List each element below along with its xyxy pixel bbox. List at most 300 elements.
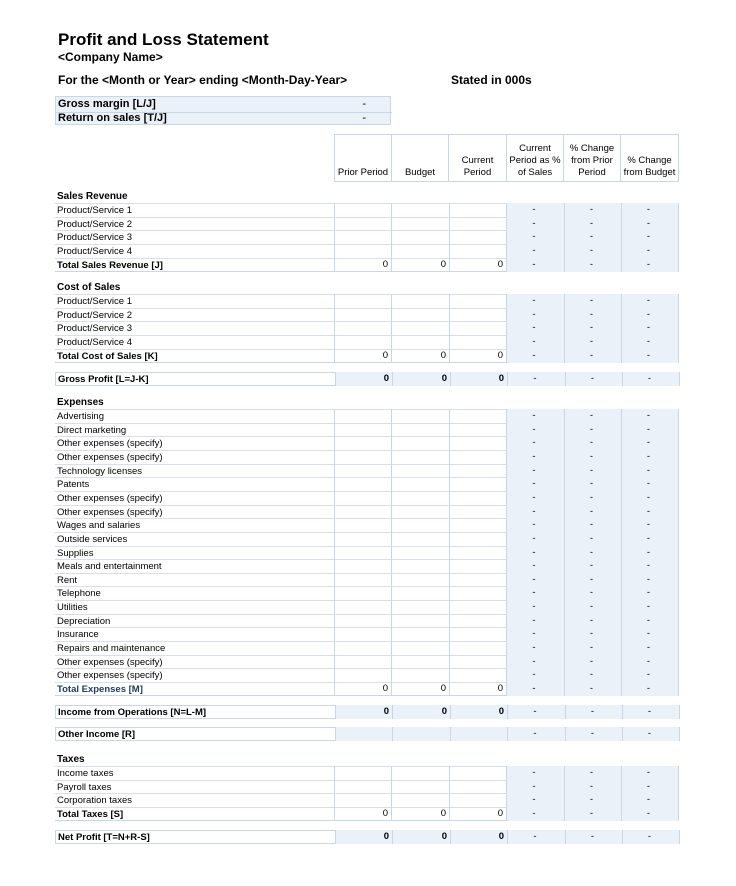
cell-c1[interactable]: 0 <box>335 830 392 844</box>
cell-c5: - <box>564 321 621 335</box>
cell-c1[interactable] <box>334 600 391 614</box>
cell-c3[interactable] <box>449 423 506 437</box>
cell-c2[interactable] <box>391 586 449 600</box>
row-label: Insurance <box>57 629 99 641</box>
cell-c4: - <box>506 335 564 349</box>
cell-c4: - <box>506 244 564 258</box>
row-label: Patents <box>57 479 90 491</box>
cell-c1[interactable]: 0 <box>334 258 391 272</box>
cell-c2[interactable] <box>391 573 449 587</box>
table-row <box>55 203 679 217</box>
cell-c1[interactable] <box>334 491 391 505</box>
cell-c6: - <box>621 655 679 669</box>
gross-margin-label: Gross margin [L/J] <box>58 98 156 110</box>
cell-c6: - <box>621 349 679 363</box>
cell-c6: - <box>621 203 679 217</box>
col-header-pct-sales: Current Period as % of Sales <box>507 134 564 182</box>
page-title: Profit and Loss Statement <box>58 30 269 49</box>
cell-c4: - <box>506 682 564 696</box>
cell-c2[interactable] <box>391 423 449 437</box>
stated-in: Stated in 000s <box>451 73 532 87</box>
cell-c1[interactable] <box>334 614 391 628</box>
col-header-current-period: Current Period <box>449 134 507 182</box>
cell-c4: - <box>506 766 564 780</box>
cell-c5: - <box>564 294 621 308</box>
cell-c2[interactable] <box>391 766 449 780</box>
cell-c2[interactable]: 0 <box>392 830 450 844</box>
cell-c5: - <box>564 600 621 614</box>
cell-c6: - <box>621 409 679 423</box>
return-on-sales-label: Return on sales [T/J] <box>58 112 167 124</box>
table-row <box>55 668 679 682</box>
row-label: Rent <box>57 574 78 586</box>
cell-c3[interactable] <box>449 546 506 560</box>
row-label: Meals and entertainment <box>57 561 162 573</box>
cell-c2[interactable] <box>391 321 449 335</box>
cell-c2[interactable] <box>391 505 449 519</box>
table-row <box>55 793 679 807</box>
cell-c5: - <box>564 655 621 669</box>
cell-c4: - <box>506 294 564 308</box>
cell-c4: - <box>506 600 564 614</box>
cell-c1[interactable] <box>334 464 391 478</box>
cell-c2[interactable] <box>391 532 449 546</box>
row-label: Telephone <box>57 588 101 600</box>
ratio-box <box>55 96 391 125</box>
table-row <box>55 546 679 560</box>
cell-c6: - <box>621 559 679 573</box>
row-label: Income from Operations [N=L-M] <box>58 707 207 718</box>
row-label: Gross Profit [L=J-K] <box>58 374 149 385</box>
row-label: Technology licenses <box>57 465 143 477</box>
cell-c1[interactable]: 0 <box>334 682 391 696</box>
cell-c2[interactable] <box>391 641 449 655</box>
cell-c3[interactable]: 0 <box>449 807 506 821</box>
cell-c1[interactable] <box>334 532 391 546</box>
row-label: Corporation taxes <box>57 795 132 807</box>
cell-c4: - <box>506 586 564 600</box>
cell-c2[interactable] <box>391 203 449 217</box>
cell-c4: - <box>506 321 564 335</box>
cell-c1[interactable] <box>334 559 391 573</box>
cell-c4: - <box>506 349 564 363</box>
cell-c6: - <box>621 244 679 258</box>
cell-c4: - <box>506 546 564 560</box>
cell-c3[interactable]: 0 <box>449 349 506 363</box>
cell-c1[interactable] <box>334 546 391 560</box>
cell-c3[interactable] <box>449 203 506 217</box>
cell-c4: - <box>506 258 564 272</box>
row-label: Other expenses (specify) <box>57 656 163 668</box>
cell-c1[interactable] <box>334 505 391 519</box>
row-label: Total Taxes [S] <box>57 808 124 820</box>
cell-c4: - <box>506 230 564 244</box>
cell-c3[interactable]: 0 <box>449 682 506 696</box>
cell-c1[interactable] <box>334 335 391 349</box>
cell-c1[interactable] <box>334 203 391 217</box>
cell-c3[interactable] <box>449 614 506 628</box>
table-row <box>55 477 679 491</box>
cell-c5: - <box>564 668 621 682</box>
cell-c1[interactable] <box>334 409 391 423</box>
table-row <box>55 450 679 464</box>
cell-c2[interactable] <box>391 793 449 807</box>
period-line: For the <Month or Year> ending <Month-Day-Year> <box>58 73 348 87</box>
cell-c1[interactable] <box>334 230 391 244</box>
cell-c2[interactable] <box>391 518 449 532</box>
cell-c5: - <box>564 230 621 244</box>
cell-c4: - <box>507 727 565 741</box>
table-row <box>55 780 679 794</box>
cell-c3[interactable] <box>449 600 506 614</box>
cell-c2[interactable]: 0 <box>391 682 449 696</box>
table-row <box>55 614 679 628</box>
cell-c5: - <box>565 372 622 386</box>
cell-c2[interactable] <box>391 627 449 641</box>
col-header-budget: Budget <box>392 134 449 182</box>
cell-c3[interactable] <box>449 505 506 519</box>
cell-c3[interactable] <box>449 321 506 335</box>
cell-c5: - <box>565 705 622 719</box>
cell-c5: - <box>564 518 621 532</box>
table-row <box>55 655 679 669</box>
cell-c6: - <box>621 477 679 491</box>
gross-profit-row <box>55 372 679 386</box>
row-label: Product/Service 3 <box>57 232 132 244</box>
cell-c1[interactable] <box>334 655 391 669</box>
sales-section-title: Sales Revenue <box>57 191 128 202</box>
cell-c1[interactable] <box>335 727 392 741</box>
cell-c6: - <box>622 727 680 741</box>
row-label: Outside services <box>57 533 128 545</box>
row-label: Other Income [R] <box>58 729 136 740</box>
table-row <box>55 423 679 437</box>
cell-c3[interactable] <box>449 217 506 231</box>
cell-c4: - <box>506 217 564 231</box>
cell-c1[interactable] <box>334 308 391 322</box>
cell-c3[interactable] <box>449 641 506 655</box>
row-label: Repairs and maintenance <box>57 643 166 655</box>
cell-c1[interactable]: 0 <box>335 705 392 719</box>
cell-c5: - <box>564 641 621 655</box>
cell-c4: - <box>506 491 564 505</box>
cell-c5: - <box>564 308 621 322</box>
cost-section-title: Cost of Sales <box>57 282 121 293</box>
cell-c4: - <box>506 505 564 519</box>
return-on-sales-row <box>56 112 392 126</box>
cell-c2[interactable]: 0 <box>392 705 450 719</box>
cell-c6: - <box>621 423 679 437</box>
cell-c3[interactable] <box>449 766 506 780</box>
row-label: Product/Service 2 <box>57 218 132 230</box>
row-label: Product/Service 4 <box>57 245 132 257</box>
return-on-sales-value[interactable]: - <box>362 112 366 124</box>
cell-c6: - <box>622 830 680 844</box>
expenses-total-row <box>55 682 679 696</box>
cell-c5: - <box>564 573 621 587</box>
col-header-pct-prior: % Change from Prior Period <box>564 134 621 182</box>
cell-c1[interactable] <box>334 518 391 532</box>
table-row <box>55 230 679 244</box>
cell-c6: - <box>621 294 679 308</box>
cell-c5: - <box>564 258 621 272</box>
cell-c5: - <box>564 780 621 794</box>
cell-c6: - <box>621 321 679 335</box>
cell-c5: - <box>564 244 621 258</box>
cell-c1[interactable] <box>334 321 391 335</box>
cell-c3[interactable] <box>449 532 506 546</box>
table-row <box>55 321 679 335</box>
cell-c5: - <box>564 546 621 560</box>
cell-c1[interactable]: 0 <box>334 349 391 363</box>
cell-c2[interactable] <box>391 546 449 560</box>
cell-c3[interactable] <box>449 573 506 587</box>
cell-c3[interactable]: 0 <box>450 705 507 719</box>
cell-c6: - <box>622 705 680 719</box>
cell-c1[interactable]: 0 <box>335 372 392 386</box>
row-label: Product/Service 3 <box>57 323 132 335</box>
cell-c2[interactable] <box>391 308 449 322</box>
cell-c1[interactable] <box>334 573 391 587</box>
income-ops-row <box>55 705 679 719</box>
cell-c3[interactable] <box>449 668 506 682</box>
cell-c4: - <box>506 203 564 217</box>
cell-c1[interactable] <box>334 627 391 641</box>
cell-c3[interactable] <box>449 793 506 807</box>
cell-c3[interactable] <box>449 335 506 349</box>
cell-c1[interactable] <box>334 793 391 807</box>
row-label: Other expenses (specify) <box>57 670 163 682</box>
cell-c3[interactable] <box>449 436 506 450</box>
expenses-section-title: Expenses <box>57 397 104 408</box>
table-row <box>55 627 679 641</box>
cell-c3[interactable] <box>449 655 506 669</box>
cell-c2[interactable] <box>391 655 449 669</box>
cell-c4: - <box>506 627 564 641</box>
cell-c5: - <box>564 614 621 628</box>
table-row <box>55 294 679 308</box>
cell-c4: - <box>506 477 564 491</box>
cell-c6: - <box>621 600 679 614</box>
cell-c2[interactable] <box>391 464 449 478</box>
cell-c1[interactable] <box>334 244 391 258</box>
cell-c5: - <box>564 559 621 573</box>
row-label: Total Sales Revenue [J] <box>57 259 163 271</box>
row-label: Depreciation <box>57 615 111 627</box>
cell-c3[interactable] <box>449 230 506 244</box>
cell-c1[interactable] <box>334 766 391 780</box>
cell-c6: - <box>621 573 679 587</box>
cell-c2[interactable]: 0 <box>392 372 450 386</box>
cell-c1[interactable] <box>334 294 391 308</box>
row-label: Utilities <box>57 602 88 614</box>
row-label: Other expenses (specify) <box>57 451 163 463</box>
cell-c4: - <box>506 807 564 821</box>
cell-c4: - <box>506 464 564 478</box>
cell-c2[interactable] <box>391 244 449 258</box>
cell-c5: - <box>564 505 621 519</box>
cell-c4: - <box>506 641 564 655</box>
cell-c4: - <box>506 436 564 450</box>
cell-c2[interactable] <box>391 436 449 450</box>
row-label: Product/Service 4 <box>57 336 132 348</box>
row-label: Product/Service 2 <box>57 309 132 321</box>
cell-c1[interactable] <box>334 780 391 794</box>
cell-c1[interactable] <box>334 477 391 491</box>
cell-c4: - <box>506 793 564 807</box>
row-label: Payroll taxes <box>57 781 112 793</box>
table-row <box>55 217 679 231</box>
cell-c3[interactable] <box>449 294 506 308</box>
cell-c5: - <box>564 586 621 600</box>
cell-c6: - <box>621 668 679 682</box>
cell-c6: - <box>621 614 679 628</box>
row-label: Other expenses (specify) <box>57 492 163 504</box>
cell-c1[interactable]: 0 <box>334 807 391 821</box>
cell-c5: - <box>565 727 622 741</box>
cell-c2[interactable] <box>391 335 449 349</box>
cell-c5: - <box>564 491 621 505</box>
cell-c2[interactable] <box>391 217 449 231</box>
cell-c5: - <box>564 335 621 349</box>
cell-c2[interactable] <box>391 230 449 244</box>
cell-c6: - <box>621 807 679 821</box>
cell-c2[interactable]: 0 <box>391 349 449 363</box>
cell-c3[interactable] <box>449 559 506 573</box>
cell-c5: - <box>564 793 621 807</box>
cell-c4: - <box>507 830 565 844</box>
cell-c5: - <box>564 532 621 546</box>
cell-c3[interactable] <box>449 409 506 423</box>
cell-c2[interactable] <box>391 600 449 614</box>
cell-c5: - <box>564 464 621 478</box>
cell-c3[interactable] <box>449 627 506 641</box>
table-row <box>55 491 679 505</box>
cell-c1[interactable] <box>334 668 391 682</box>
row-label: Direct marketing <box>57 424 127 436</box>
cell-c2[interactable] <box>391 450 449 464</box>
cell-c3[interactable] <box>449 477 506 491</box>
cell-c3[interactable] <box>449 780 506 794</box>
cell-c6: - <box>621 258 679 272</box>
gross-margin-value[interactable]: - <box>362 98 366 110</box>
table-row <box>55 464 679 478</box>
cell-c1[interactable] <box>334 586 391 600</box>
cell-c2[interactable] <box>391 559 449 573</box>
row-label: Total Cost of Sales [K] <box>57 350 158 362</box>
taxes-total-row <box>55 807 679 821</box>
col-header-prior-period: Prior Period <box>334 134 392 182</box>
cell-c5: - <box>564 450 621 464</box>
other-income-row <box>55 727 679 741</box>
cell-c4: - <box>506 614 564 628</box>
cell-c1[interactable] <box>334 217 391 231</box>
cell-c6: - <box>622 372 680 386</box>
cell-c5: - <box>564 409 621 423</box>
table-row <box>55 586 679 600</box>
taxes-section-title: Taxes <box>57 754 85 765</box>
cell-c2[interactable] <box>391 477 449 491</box>
net-profit-row <box>55 830 679 844</box>
cell-c6: - <box>621 335 679 349</box>
row-label: Advertising <box>57 411 104 422</box>
cell-c3[interactable] <box>449 308 506 322</box>
cell-c6: - <box>621 682 679 696</box>
table-row <box>55 244 679 258</box>
cell-c6: - <box>621 464 679 478</box>
cell-c6: - <box>621 627 679 641</box>
cell-c3[interactable] <box>449 244 506 258</box>
cell-c1[interactable] <box>334 641 391 655</box>
cell-c3[interactable] <box>449 464 506 478</box>
cell-c5: - <box>564 807 621 821</box>
cell-c2[interactable] <box>391 614 449 628</box>
row-label: Wages and salaries <box>57 520 141 532</box>
cell-c6: - <box>621 308 679 322</box>
cell-c1[interactable] <box>334 450 391 464</box>
cell-c3[interactable] <box>449 491 506 505</box>
cell-c4: - <box>506 573 564 587</box>
cell-c2[interactable] <box>391 491 449 505</box>
cell-c4: - <box>506 518 564 532</box>
cell-c3[interactable]: 0 <box>449 258 506 272</box>
cell-c2[interactable] <box>392 727 450 741</box>
cell-c5: - <box>564 477 621 491</box>
cell-c6: - <box>621 780 679 794</box>
cell-c6: - <box>621 217 679 231</box>
table-row <box>55 600 679 614</box>
table-row <box>55 409 679 423</box>
table-row <box>55 518 679 532</box>
cell-c3[interactable] <box>449 518 506 532</box>
row-label: Income taxes <box>57 768 114 779</box>
row-label: Other expenses (specify) <box>57 506 163 518</box>
cell-c3[interactable]: 0 <box>450 830 507 844</box>
cell-c5: - <box>564 627 621 641</box>
cell-c5: - <box>564 766 621 780</box>
sales-total-row <box>55 258 679 272</box>
cell-c3[interactable] <box>450 727 507 741</box>
cell-c2[interactable] <box>391 294 449 308</box>
cell-c2[interactable] <box>391 668 449 682</box>
cell-c2[interactable] <box>391 409 449 423</box>
cell-c3[interactable] <box>449 450 506 464</box>
cell-c3[interactable]: 0 <box>450 372 507 386</box>
cell-c4: - <box>506 532 564 546</box>
col-header-pct-budget: % Change from Budget <box>621 134 679 182</box>
cell-c2[interactable]: 0 <box>391 807 449 821</box>
gross-margin-row <box>56 98 392 113</box>
cell-c6: - <box>621 586 679 600</box>
cell-c5: - <box>564 349 621 363</box>
cell-c4: - <box>506 450 564 464</box>
cell-c2[interactable] <box>391 780 449 794</box>
table-row <box>55 335 679 349</box>
cell-c4: - <box>507 372 565 386</box>
table-row <box>55 505 679 519</box>
cell-c6: - <box>621 793 679 807</box>
cell-c4: - <box>506 655 564 669</box>
cell-c1[interactable] <box>334 423 391 437</box>
cell-c3[interactable] <box>449 586 506 600</box>
company-name: <Company Name> <box>58 50 163 64</box>
cell-c4: - <box>506 423 564 437</box>
cell-c2[interactable]: 0 <box>391 258 449 272</box>
cell-c6: - <box>621 436 679 450</box>
cell-c6: - <box>621 450 679 464</box>
cell-c1[interactable] <box>334 436 391 450</box>
cell-c6: - <box>621 505 679 519</box>
